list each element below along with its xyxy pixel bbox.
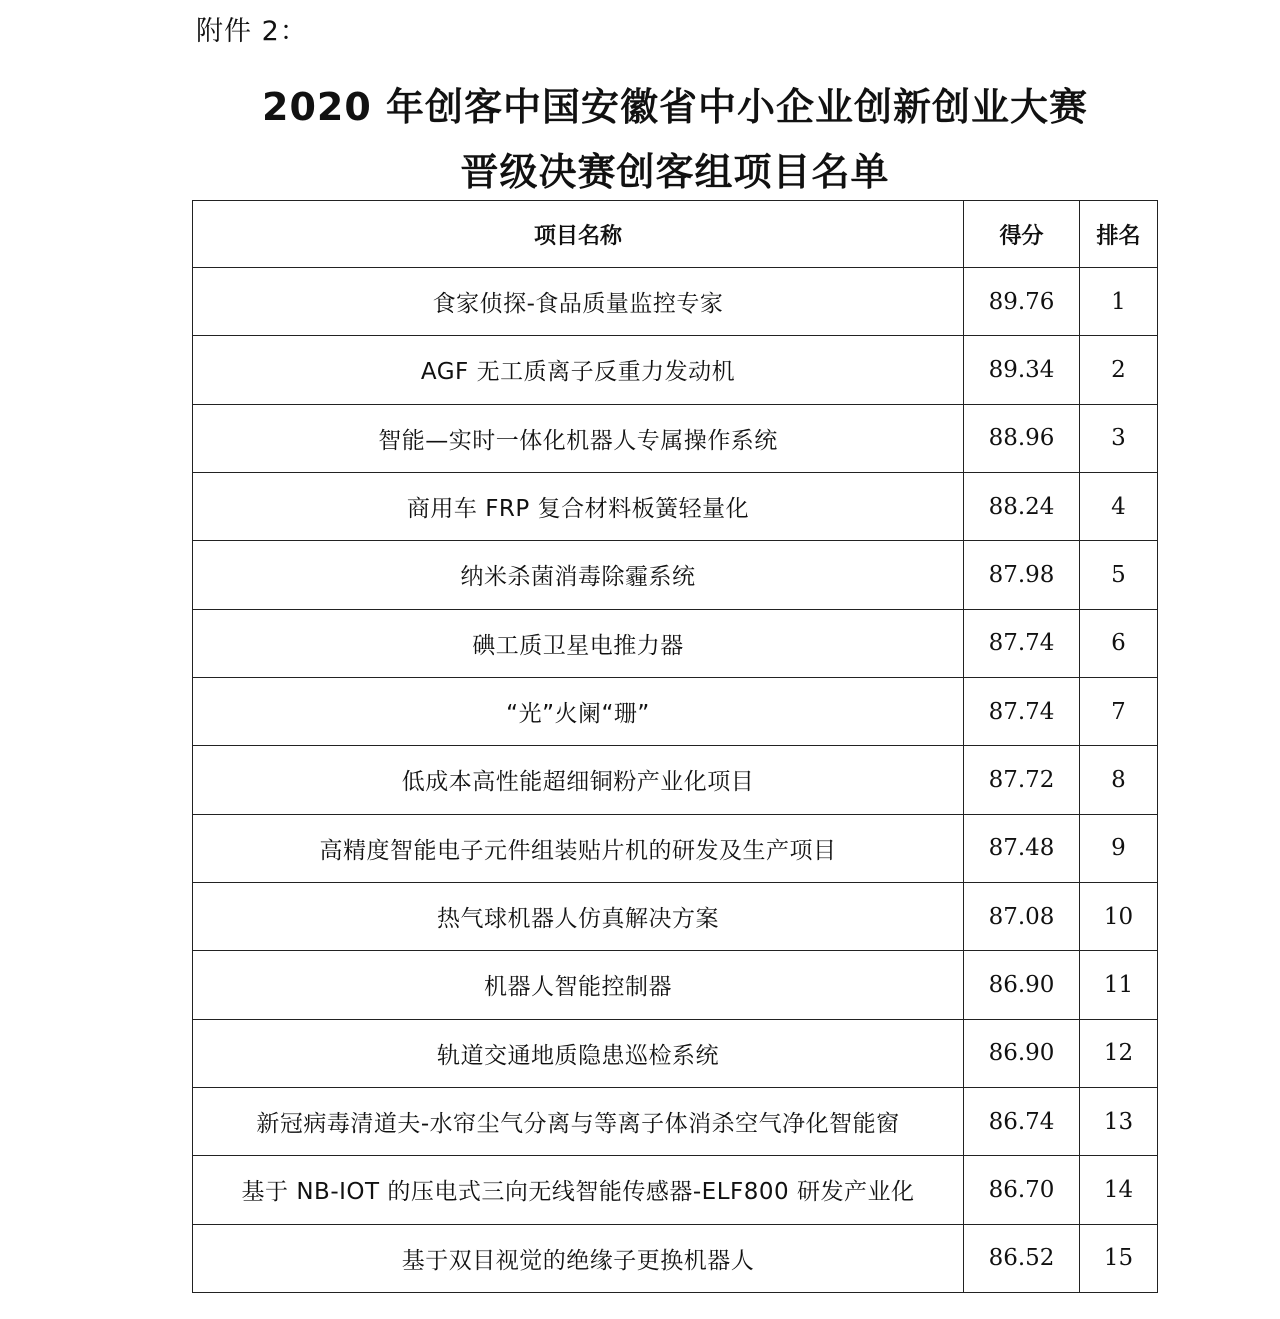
table-row xyxy=(193,1087,1158,1155)
table-row xyxy=(193,951,1158,1019)
score-cell: 86.70 xyxy=(964,1156,1080,1224)
rank-cell: 5 xyxy=(1080,541,1158,609)
score-cell: 87.08 xyxy=(964,882,1080,950)
rank-cell: 12 xyxy=(1080,1019,1158,1087)
score-cell: 89.76 xyxy=(964,268,1080,336)
rank-cell: 13 xyxy=(1080,1087,1158,1155)
rank-cell: 11 xyxy=(1080,951,1158,1019)
table-header-row xyxy=(193,201,1158,268)
table-row xyxy=(193,1224,1158,1292)
rank-cell: 14 xyxy=(1080,1156,1158,1224)
project-name-cell: 轨道交通地质隐患巡检系统 xyxy=(193,1019,964,1087)
project-name-cell: 机器人智能控制器 xyxy=(193,951,964,1019)
project-name-cell: “光”火阑“珊” xyxy=(193,677,964,745)
project-name-cell: 碘工质卫星电推力器 xyxy=(193,609,964,677)
table-row xyxy=(193,882,1158,950)
rank-cell: 9 xyxy=(1080,814,1158,882)
score-cell: 86.74 xyxy=(964,1087,1080,1155)
score-cell: 87.72 xyxy=(964,746,1080,814)
score-cell: 87.48 xyxy=(964,814,1080,882)
attachment-label: 附件 2： xyxy=(196,16,308,47)
rank-cell: 4 xyxy=(1080,472,1158,540)
header-project-name: 项目名称 xyxy=(193,201,964,268)
rank-cell: 10 xyxy=(1080,882,1158,950)
score-cell: 88.24 xyxy=(964,472,1080,540)
project-name-cell: 纳米杀菌消毒除霾系统 xyxy=(193,541,964,609)
rank-cell: 1 xyxy=(1080,268,1158,336)
project-name-cell: 新冠病毒清道夫-水帘尘气分离与等离子体消杀空气净化智能窗 xyxy=(193,1087,964,1155)
score-cell: 86.90 xyxy=(964,951,1080,1019)
header-score: 得分 xyxy=(964,201,1080,268)
document-title: 2020 年创客中国安徽省中小企业创新创业大赛 xyxy=(262,85,1088,129)
score-cell: 88.96 xyxy=(964,404,1080,472)
project-name-cell: AGF 无工质离子反重力发动机 xyxy=(193,336,964,404)
table-row xyxy=(193,268,1158,336)
project-name-cell: 基于双目视觉的绝缘子更换机器人 xyxy=(193,1224,964,1292)
score-cell: 89.34 xyxy=(964,336,1080,404)
rank-cell: 6 xyxy=(1080,609,1158,677)
table-row xyxy=(193,1156,1158,1224)
table-row xyxy=(193,609,1158,677)
score-cell: 87.98 xyxy=(964,541,1080,609)
rank-cell: 15 xyxy=(1080,1224,1158,1292)
score-cell: 87.74 xyxy=(964,609,1080,677)
rank-cell: 2 xyxy=(1080,336,1158,404)
table-row xyxy=(193,746,1158,814)
table-row xyxy=(193,541,1158,609)
score-cell: 86.90 xyxy=(964,1019,1080,1087)
project-name-cell: 低成本高性能超细铜粉产业化项目 xyxy=(193,746,964,814)
project-name-cell: 智能—实时一体化机器人专属操作系统 xyxy=(193,404,964,472)
table-body xyxy=(193,268,1158,1293)
table-row xyxy=(193,1019,1158,1087)
table-row xyxy=(193,472,1158,540)
project-name-cell: 商用车 FRP 复合材料板簧轻量化 xyxy=(193,472,964,540)
table-row xyxy=(193,814,1158,882)
rank-cell: 3 xyxy=(1080,404,1158,472)
score-cell: 87.74 xyxy=(964,677,1080,745)
project-name-cell: 基于 NB-IOT 的压电式三向无线智能传感器-ELF800 研发产业化 xyxy=(193,1156,964,1224)
header-rank: 排名 xyxy=(1080,201,1158,268)
table-row xyxy=(193,404,1158,472)
project-name-cell: 热气球机器人仿真解决方案 xyxy=(193,882,964,950)
project-table xyxy=(192,200,1158,1293)
table-row xyxy=(193,677,1158,745)
document-subtitle: 晋级决赛创客组项目名单 xyxy=(460,150,890,194)
score-cell: 86.52 xyxy=(964,1224,1080,1292)
rank-cell: 8 xyxy=(1080,746,1158,814)
project-name-cell: 食家侦探-食品质量监控专家 xyxy=(193,268,964,336)
rank-cell: 7 xyxy=(1080,677,1158,745)
table-row xyxy=(193,336,1158,404)
project-name-cell: 高精度智能电子元件组装贴片机的研发及生产项目 xyxy=(193,814,964,882)
